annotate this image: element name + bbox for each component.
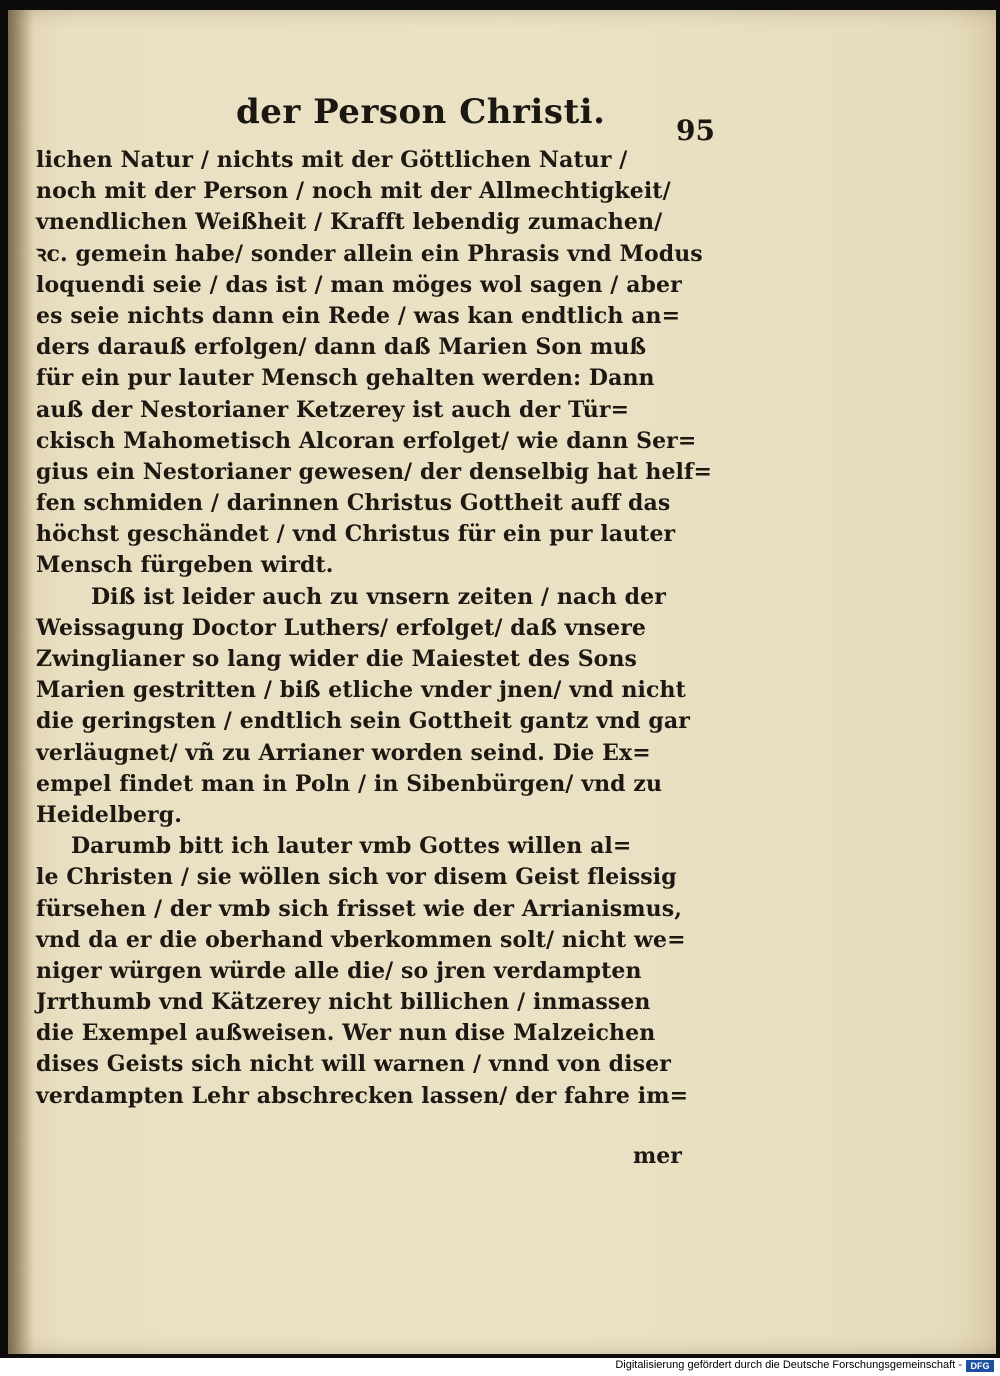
text-line: dises Geists sich nicht will warnen / vnnd von diser <box>36 1051 671 1078</box>
text-line: Jrrthumb vnd Kätzerey nicht billichen / inmassen <box>36 989 651 1016</box>
text-line: für ein pur lauter Mensch gehalten werden: Dann <box>36 365 655 392</box>
text-line: Zwinglianer so lang wider die Maiestet des Sons <box>36 646 638 672</box>
text-line: ders darauß erfolgen/ dann daß Marien Son muß <box>36 334 647 361</box>
dfg-logo: DFG <box>966 1360 994 1372</box>
text-line: niger würgen würde alle die/ so jren verdampten <box>36 957 642 984</box>
text-line: es seie nichts dann ein Rede / was kan endtlich an= <box>36 302 681 329</box>
text-line: die geringsten / endtlich sein Gottheit gantz vnd gar <box>36 708 690 735</box>
text-line: ckisch Mahometisch Alcoran erfolget/ wie dann Ser= <box>36 427 697 454</box>
text-line: fürsehen / der vmb sich frisset wie der Arrianismus, <box>36 895 683 922</box>
text-line: verläugnet/ vñ zu Arrianer worden seind. Die Ex= <box>36 739 651 766</box>
text-line: le Christen / sie wöllen sich vor disem Geist fleissig <box>36 864 677 891</box>
text-line: empel findet man in Poln / in Sibenbürgen/ vnd zu <box>36 770 663 797</box>
funding-credit: Digitalisierung gefördert durch die Deutsche Forschungsgemeinschaft - <box>615 1359 962 1371</box>
text-line: auß der Nestorianer Ketzerey ist auch der Tür= <box>36 396 630 423</box>
text-line: noch mit der Person / noch mit der Allmechtigkeit/ <box>36 178 671 205</box>
catchword: mer <box>633 1143 682 1169</box>
book-page <box>8 10 996 1354</box>
text-line: Mensch fürgeben wirdt. <box>36 552 334 579</box>
text-line: vnendlichen Weißheit / Krafft lebendig zumachen/ <box>36 209 663 236</box>
spine-shadow <box>8 10 34 1354</box>
running-head: der Person Christi. <box>236 92 606 132</box>
page-number: 95 <box>676 114 715 147</box>
text-line: Heidelberg. <box>36 801 182 828</box>
paragraph-start-line: Diß ist leider auch zu vnsern zeiten / nach der <box>91 583 666 610</box>
text-line: loquendi seie / das ist / man möges wol sagen / aber <box>36 271 682 298</box>
footer-bar <box>0 1358 1000 1376</box>
text-line: höchst geschändet / vnd Christus für ein pur lauter <box>36 521 676 548</box>
page-header <box>8 92 996 147</box>
text-line: fen schmiden / darinnen Christus Gottheit auff das <box>36 490 671 517</box>
text-line: Weissagung Doctor Luthers/ erfolget/ daß vnsere <box>36 614 647 641</box>
text-line: verdampten Lehr abschrecken lassen/ der fahre im= <box>36 1082 689 1109</box>
paragraph-start-line: Darumb bitt ich lauter vmb Gottes willen al= <box>71 833 632 860</box>
text-line: gius ein Nestorianer gewesen/ der denselbig hat helf= <box>36 458 713 485</box>
text-line: vnd da er die oberhand vberkommen solt/ nicht we= <box>36 926 686 953</box>
text-line: Marien gestritten / biß etliche vnder jnen/ vnd nicht <box>36 677 686 704</box>
text-line: ꝛc. gemein habe/ sonder allein ein Phrasis vnd Modus <box>36 240 703 267</box>
body-text <box>36 145 716 1112</box>
text-line: lichen Natur / nichts mit der Göttlichen Natur / <box>36 147 628 173</box>
text-line: die Exempel außweisen. Wer nun dise Malzeichen <box>36 1020 656 1047</box>
